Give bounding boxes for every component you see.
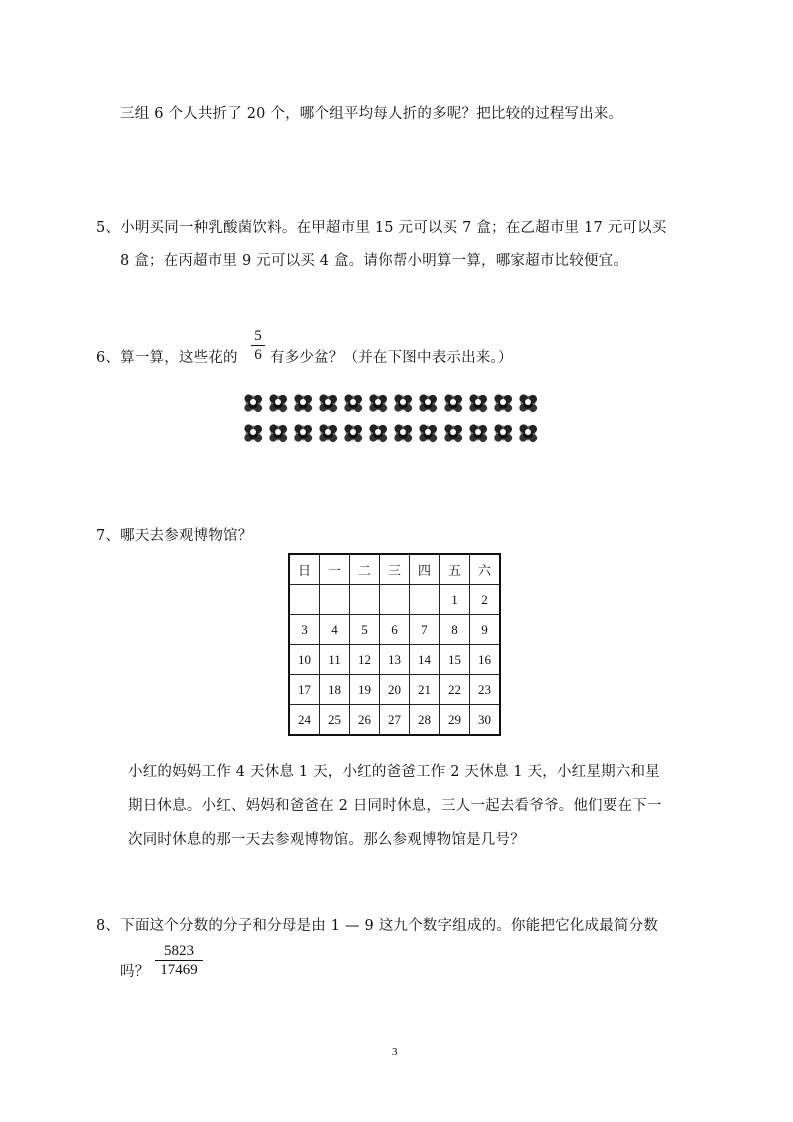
flower-pot-icon bbox=[517, 392, 539, 414]
flower-pot-icon bbox=[392, 422, 414, 444]
calendar-cell: 23 bbox=[470, 675, 501, 705]
flower-pot-icon bbox=[242, 392, 264, 414]
calendar-cell: 3 bbox=[289, 615, 320, 645]
flower-pot-icon bbox=[342, 392, 364, 414]
calendar-cell bbox=[410, 585, 440, 615]
calendar-cell: 15 bbox=[440, 645, 470, 675]
calendar-cell: 13 bbox=[380, 645, 410, 675]
flower-row bbox=[242, 392, 539, 414]
calendar-cell: 27 bbox=[380, 705, 410, 736]
flower-pot-icon bbox=[417, 392, 439, 414]
flower-pot-icon bbox=[442, 422, 464, 444]
question-5-line-2: 8 盒；在丙超市里 9 元可以买 4 盒。请你帮小明算一算，哪家超市比较便宜。 bbox=[120, 253, 629, 269]
flower-pot-icon bbox=[467, 422, 489, 444]
calendar-cell: 8 bbox=[440, 615, 470, 645]
question-4-continuation: 三组 6 个人共折了 20 个，哪个组平均每人折的多呢？把比较的过程写出来。 bbox=[120, 106, 624, 122]
flower-pot-icon bbox=[317, 422, 339, 444]
calendar-header-cell: 四 bbox=[410, 554, 440, 585]
flower-pot-icon bbox=[292, 392, 314, 414]
calendar-cell: 11 bbox=[320, 645, 350, 675]
flower-pot-icon bbox=[367, 392, 389, 414]
question-6-prefix: 6、算一算，这些花的 bbox=[96, 350, 238, 366]
calendar-cell: 30 bbox=[470, 705, 501, 736]
calendar-cell bbox=[350, 585, 380, 615]
question-5-line-1: 5、小明买同一种乳酸菌饮料。在甲超市里 15 元可以买 7 盒；在乙超市里 17 元可以买 bbox=[96, 220, 667, 236]
calendar-header-cell: 一 bbox=[320, 554, 350, 585]
calendar-row bbox=[289, 675, 500, 705]
calendar-header-cell: 三 bbox=[380, 554, 410, 585]
calendar-header-cell: 日 bbox=[289, 554, 320, 585]
flower-pot-icon bbox=[492, 392, 514, 414]
fraction-numerator: 5 bbox=[254, 328, 262, 344]
question-6-suffix: 有多少盆？（并在下图中表示出来。） bbox=[270, 350, 513, 366]
calendar-cell: 24 bbox=[289, 705, 320, 736]
fraction-five-sixths bbox=[251, 328, 265, 363]
fraction-numerator: 5823 bbox=[164, 943, 194, 959]
flower-pots-grid bbox=[242, 392, 539, 452]
calendar-cell bbox=[289, 585, 320, 615]
question-7-text-line-3: 次同时休息的那一天去参观博物馆。那么参观博物馆是几号？ bbox=[128, 832, 525, 848]
calendar-cell: 4 bbox=[320, 615, 350, 645]
calendar-header-cell: 六 bbox=[470, 554, 501, 585]
calendar-cell bbox=[320, 585, 350, 615]
calendar-cell: 5 bbox=[350, 615, 380, 645]
question-8-line-1: 8、下面这个分数的分子和分母是由 1 — 9 这九个数字组成的。你能把它化成最简分数 bbox=[96, 918, 659, 934]
calendar-cell bbox=[380, 585, 410, 615]
calendar-cell: 29 bbox=[440, 705, 470, 736]
flower-pot-icon bbox=[417, 422, 439, 444]
question-7-text-line-2: 期日休息。小红、妈妈和爸爸在 2 日同时休息，三人一起去看爷爷。他们要在下一 bbox=[128, 798, 662, 814]
fraction-denominator: 17469 bbox=[160, 962, 198, 978]
flower-pot-icon bbox=[267, 392, 289, 414]
calendar-row bbox=[289, 645, 500, 675]
flower-pot-icon bbox=[242, 422, 264, 444]
fraction-bar bbox=[155, 960, 203, 961]
flower-pot-icon bbox=[492, 422, 514, 444]
calendar-cell: 17 bbox=[289, 675, 320, 705]
calendar-cell: 20 bbox=[380, 675, 410, 705]
calendar-cell: 14 bbox=[410, 645, 440, 675]
flower-pot-icon bbox=[342, 422, 364, 444]
question-7-title: 7、哪天去参观博物馆？ bbox=[96, 528, 253, 544]
calendar-cell: 7 bbox=[410, 615, 440, 645]
calendar-cell: 10 bbox=[289, 645, 320, 675]
calendar-header-row bbox=[289, 554, 500, 585]
calendar-cell: 28 bbox=[410, 705, 440, 736]
calendar-cell: 22 bbox=[440, 675, 470, 705]
flower-pot-icon bbox=[442, 392, 464, 414]
flower-pot-icon bbox=[292, 422, 314, 444]
flower-pot-icon bbox=[517, 422, 539, 444]
flower-pot-icon bbox=[367, 422, 389, 444]
calendar-row bbox=[289, 705, 500, 736]
calendar-table bbox=[288, 553, 501, 736]
flower-pot-icon bbox=[467, 392, 489, 414]
flower-row bbox=[242, 422, 539, 444]
calendar-row bbox=[289, 615, 500, 645]
calendar-cell: 1 bbox=[440, 585, 470, 615]
calendar-cell: 12 bbox=[350, 645, 380, 675]
fraction-bar bbox=[251, 345, 265, 346]
fraction-denominator: 6 bbox=[254, 347, 262, 363]
calendar-cell: 18 bbox=[320, 675, 350, 705]
calendar-cell: 21 bbox=[410, 675, 440, 705]
calendar-cell: 26 bbox=[350, 705, 380, 736]
calendar-cell: 19 bbox=[350, 675, 380, 705]
flower-pot-icon bbox=[392, 392, 414, 414]
question-8-line-2: 吗？ bbox=[120, 964, 150, 980]
question-7-text-line-1: 小红的妈妈工作 4 天休息 1 天，小红的爸爸工作 2 天休息 1 天，小红星期六和星 bbox=[128, 764, 660, 780]
calendar-cell: 16 bbox=[470, 645, 501, 675]
calendar-header-cell: 五 bbox=[440, 554, 470, 585]
flower-pot-icon bbox=[267, 422, 289, 444]
calendar-row bbox=[289, 585, 500, 615]
calendar-cell: 9 bbox=[470, 615, 501, 645]
calendar-cell: 6 bbox=[380, 615, 410, 645]
flower-pot-icon bbox=[317, 392, 339, 414]
calendar-cell: 2 bbox=[470, 585, 501, 615]
calendar-cell: 25 bbox=[320, 705, 350, 736]
page-number: 3 bbox=[392, 1046, 398, 1058]
fraction-5823-17469 bbox=[155, 943, 203, 978]
calendar-header-cell: 二 bbox=[350, 554, 380, 585]
